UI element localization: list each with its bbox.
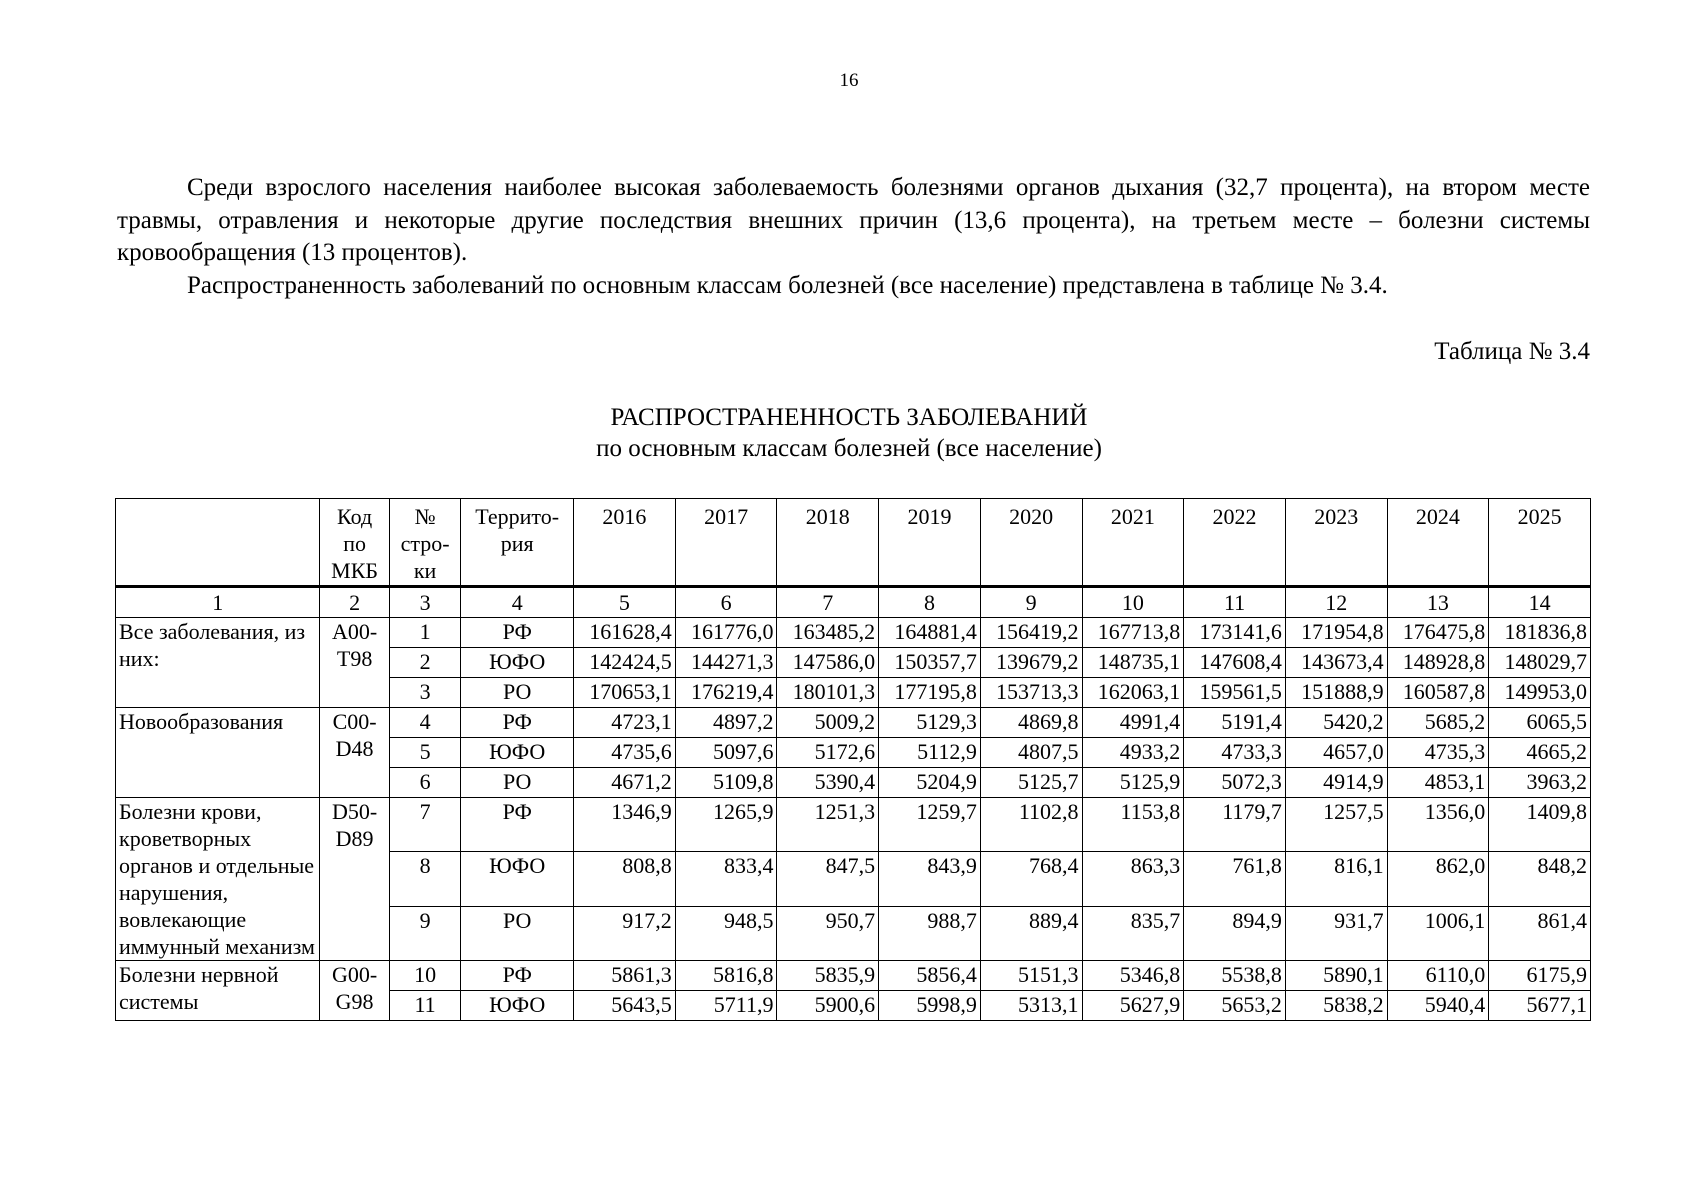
value-cell: 156419,2: [980, 618, 1082, 648]
value-cell: 1409,8: [1489, 798, 1591, 852]
value-cell: 139679,2: [980, 648, 1082, 678]
table-row: [116, 618, 1591, 648]
column-number-cell: 2: [320, 587, 389, 618]
value-cell: 144271,3: [675, 648, 777, 678]
value-cell: 808,8: [574, 852, 676, 906]
value-cell: 4665,2: [1489, 738, 1591, 768]
territory-cell: РО: [461, 678, 574, 708]
column-number-cell: 10: [1082, 587, 1184, 618]
value-cell: 5940,4: [1387, 991, 1489, 1021]
value-cell: 147586,0: [777, 648, 879, 678]
value-cell: 6110,0: [1387, 961, 1489, 991]
value-cell: 5151,3: [980, 961, 1082, 991]
value-cell: 5835,9: [777, 961, 879, 991]
value-cell: 5204,9: [879, 768, 981, 798]
column-number-cell: 11: [1184, 587, 1286, 618]
icd-code-cell: G00- G98: [320, 961, 389, 1021]
value-cell: 948,5: [675, 906, 777, 960]
column-number-cell: 12: [1285, 587, 1387, 618]
value-cell: 4897,2: [675, 708, 777, 738]
value-cell: 1179,7: [1184, 798, 1286, 852]
value-cell: 162063,1: [1082, 678, 1184, 708]
value-cell: 5998,9: [879, 991, 981, 1021]
value-cell: 6065,5: [1489, 708, 1591, 738]
value-cell: 5900,6: [777, 991, 879, 1021]
row-number-cell: 11: [389, 991, 460, 1021]
column-number-cell: 5: [574, 587, 676, 618]
territory-cell: ЮФО: [461, 852, 574, 906]
row-number-cell: 8: [389, 852, 460, 906]
value-cell: 153713,3: [980, 678, 1082, 708]
value-cell: 816,1: [1285, 852, 1387, 906]
icd-code-cell: D50- D89: [320, 798, 389, 961]
value-cell: 5191,4: [1184, 708, 1286, 738]
column-number-cell: 13: [1387, 587, 1489, 618]
paragraph: Среди взрослого населения наиболее высокая заболеваемость болезнями органов дыхания (32,7 процента), на втором месте травмы, отравления и некоторые другие последствия внешних причин (13,6 процента), на третьем месте – болезни системы кровообращения (13 процентов).: [117, 174, 1590, 266]
value-cell: 5653,2: [1184, 991, 1286, 1021]
header-cell: 2020: [980, 499, 1082, 587]
disease-class-cell: Болезни крови, кроветворных органов и отдельные нарушения, вовлекающие иммунный механизм: [116, 798, 320, 961]
column-number-cell: 7: [777, 587, 879, 618]
header-cell: № стро- ки: [389, 499, 460, 587]
value-cell: 5109,8: [675, 768, 777, 798]
value-cell: 931,7: [1285, 906, 1387, 960]
value-cell: 5677,1: [1489, 991, 1591, 1021]
value-cell: 181836,8: [1489, 618, 1591, 648]
value-cell: 4723,1: [574, 708, 676, 738]
row-number-cell: 9: [389, 906, 460, 960]
value-cell: 6175,9: [1489, 961, 1591, 991]
value-cell: 4869,8: [980, 708, 1082, 738]
territory-cell: ЮФО: [461, 991, 574, 1021]
value-cell: 148029,7: [1489, 648, 1591, 678]
value-cell: 142424,5: [574, 648, 676, 678]
value-cell: 889,4: [980, 906, 1082, 960]
header-cell: 2018: [777, 499, 879, 587]
territory-cell: РО: [461, 768, 574, 798]
disease-class-cell: Болезни нервной системы: [116, 961, 320, 1021]
value-cell: 4991,4: [1082, 708, 1184, 738]
column-number-cell: 8: [879, 587, 981, 618]
column-number-cell: 6: [675, 587, 777, 618]
value-cell: 5072,3: [1184, 768, 1286, 798]
value-cell: 1265,9: [675, 798, 777, 852]
row-number-cell: 3: [389, 678, 460, 708]
table-row: [116, 708, 1591, 738]
value-cell: 167713,8: [1082, 618, 1184, 648]
value-cell: 5685,2: [1387, 708, 1489, 738]
value-cell: 150357,7: [879, 648, 981, 678]
value-cell: 5861,3: [574, 961, 676, 991]
row-number-cell: 1: [389, 618, 460, 648]
value-cell: 848,2: [1489, 852, 1591, 906]
table-caption: [0, 402, 1698, 464]
morbidity-table: [115, 498, 1591, 1021]
value-cell: 4733,3: [1184, 738, 1286, 768]
value-cell: 5838,2: [1285, 991, 1387, 1021]
value-cell: 176219,4: [675, 678, 777, 708]
value-cell: 161776,0: [675, 618, 777, 648]
value-cell: 177195,8: [879, 678, 981, 708]
value-cell: 161628,4: [574, 618, 676, 648]
value-cell: 5172,6: [777, 738, 879, 768]
value-cell: 833,4: [675, 852, 777, 906]
value-cell: 148928,8: [1387, 648, 1489, 678]
value-cell: 148735,1: [1082, 648, 1184, 678]
header-cell: 2016: [574, 499, 676, 587]
value-cell: 1356,0: [1387, 798, 1489, 852]
header-cell: 2024: [1387, 499, 1489, 587]
value-cell: 950,7: [777, 906, 879, 960]
row-number-cell: 2: [389, 648, 460, 678]
value-cell: 4807,5: [980, 738, 1082, 768]
territory-cell: ЮФО: [461, 648, 574, 678]
value-cell: 1259,7: [879, 798, 981, 852]
value-cell: 3963,2: [1489, 768, 1591, 798]
value-cell: 163485,2: [777, 618, 879, 648]
value-cell: 847,5: [777, 852, 879, 906]
header-cell: 2025: [1489, 499, 1591, 587]
icd-code-cell: A00- T98: [320, 618, 389, 708]
value-cell: 863,3: [1082, 852, 1184, 906]
value-cell: 149953,0: [1489, 678, 1591, 708]
value-cell: 5390,4: [777, 768, 879, 798]
value-cell: 173141,6: [1184, 618, 1286, 648]
value-cell: 988,7: [879, 906, 981, 960]
caption-title: РАСПРОСТРАНЕННОСТЬ ЗАБОЛЕВАНИЙ: [610, 404, 1088, 431]
value-cell: 5816,8: [675, 961, 777, 991]
territory-cell: ЮФО: [461, 738, 574, 768]
column-number-cell: 4: [461, 587, 574, 618]
header-cell: 2023: [1285, 499, 1387, 587]
disease-class-cell: Новообразования: [116, 708, 320, 798]
value-cell: 894,9: [1184, 906, 1286, 960]
value-cell: 5097,6: [675, 738, 777, 768]
value-cell: 843,9: [879, 852, 981, 906]
value-cell: 170653,1: [574, 678, 676, 708]
value-cell: 180101,3: [777, 678, 879, 708]
value-cell: 1102,8: [980, 798, 1082, 852]
paragraph: Распространенность заболеваний по основным классам болезней (все население) представлена в таблице № 3.4.: [187, 271, 1388, 299]
value-cell: 835,7: [1082, 906, 1184, 960]
row-number-cell: 4: [389, 708, 460, 738]
column-number-cell: 3: [389, 587, 460, 618]
value-cell: 5856,4: [879, 961, 981, 991]
row-number-cell: 5: [389, 738, 460, 768]
header-cell: [116, 499, 320, 587]
disease-class-cell: Все заболевания, из них:: [116, 618, 320, 708]
value-cell: 917,2: [574, 906, 676, 960]
value-cell: 1153,8: [1082, 798, 1184, 852]
value-cell: 761,8: [1184, 852, 1286, 906]
header-cell: 2019: [879, 499, 981, 587]
value-cell: 4735,6: [574, 738, 676, 768]
value-cell: 5125,9: [1082, 768, 1184, 798]
value-cell: 4671,2: [574, 768, 676, 798]
header-cell: 2021: [1082, 499, 1184, 587]
value-cell: 5009,2: [777, 708, 879, 738]
value-cell: 176475,8: [1387, 618, 1489, 648]
column-number-cell: 14: [1489, 587, 1591, 618]
value-cell: 862,0: [1387, 852, 1489, 906]
table-label: Таблица № 3.4: [1434, 338, 1590, 365]
header-cell: 2022: [1184, 499, 1286, 587]
body-text: [117, 172, 1590, 302]
value-cell: 151888,9: [1285, 678, 1387, 708]
value-cell: 160587,8: [1387, 678, 1489, 708]
row-number-cell: 6: [389, 768, 460, 798]
territory-cell: РФ: [461, 961, 574, 991]
value-cell: 1257,5: [1285, 798, 1387, 852]
value-cell: 4853,1: [1387, 768, 1489, 798]
value-cell: 768,4: [980, 852, 1082, 906]
value-cell: 5627,9: [1082, 991, 1184, 1021]
value-cell: 159561,5: [1184, 678, 1286, 708]
value-cell: 5538,8: [1184, 961, 1286, 991]
value-cell: 4914,9: [1285, 768, 1387, 798]
table-header-row: [116, 499, 1591, 587]
territory-cell: РФ: [461, 708, 574, 738]
column-number-cell: 9: [980, 587, 1082, 618]
value-cell: 171954,8: [1285, 618, 1387, 648]
value-cell: 4735,3: [1387, 738, 1489, 768]
value-cell: 5346,8: [1082, 961, 1184, 991]
territory-cell: РФ: [461, 798, 574, 852]
column-number-row: [116, 587, 1591, 618]
value-cell: 143673,4: [1285, 648, 1387, 678]
value-cell: 5711,9: [675, 991, 777, 1021]
territory-cell: РО: [461, 906, 574, 960]
table-row: [116, 798, 1591, 852]
value-cell: 5112,9: [879, 738, 981, 768]
value-cell: 147608,4: [1184, 648, 1286, 678]
value-cell: 4657,0: [1285, 738, 1387, 768]
value-cell: 5125,7: [980, 768, 1082, 798]
caption-subtitle: по основным классам болезней (все население): [596, 435, 1102, 462]
header-cell: Код по МКБ: [320, 499, 389, 587]
icd-code-cell: C00- D48: [320, 708, 389, 798]
value-cell: 861,4: [1489, 906, 1591, 960]
page-number: 16: [839, 70, 859, 91]
value-cell: 1006,1: [1387, 906, 1489, 960]
value-cell: 5313,1: [980, 991, 1082, 1021]
value-cell: 1251,3: [777, 798, 879, 852]
column-number-cell: 1: [116, 587, 320, 618]
value-cell: 5890,1: [1285, 961, 1387, 991]
row-number-cell: 10: [389, 961, 460, 991]
header-cell: 2017: [675, 499, 777, 587]
value-cell: 5643,5: [574, 991, 676, 1021]
value-cell: 164881,4: [879, 618, 981, 648]
table-row: [116, 961, 1591, 991]
territory-cell: РФ: [461, 618, 574, 648]
value-cell: 5420,2: [1285, 708, 1387, 738]
header-cell: Террито- рия: [461, 499, 574, 587]
value-cell: 5129,3: [879, 708, 981, 738]
row-number-cell: 7: [389, 798, 460, 852]
value-cell: 4933,2: [1082, 738, 1184, 768]
value-cell: 1346,9: [574, 798, 676, 852]
